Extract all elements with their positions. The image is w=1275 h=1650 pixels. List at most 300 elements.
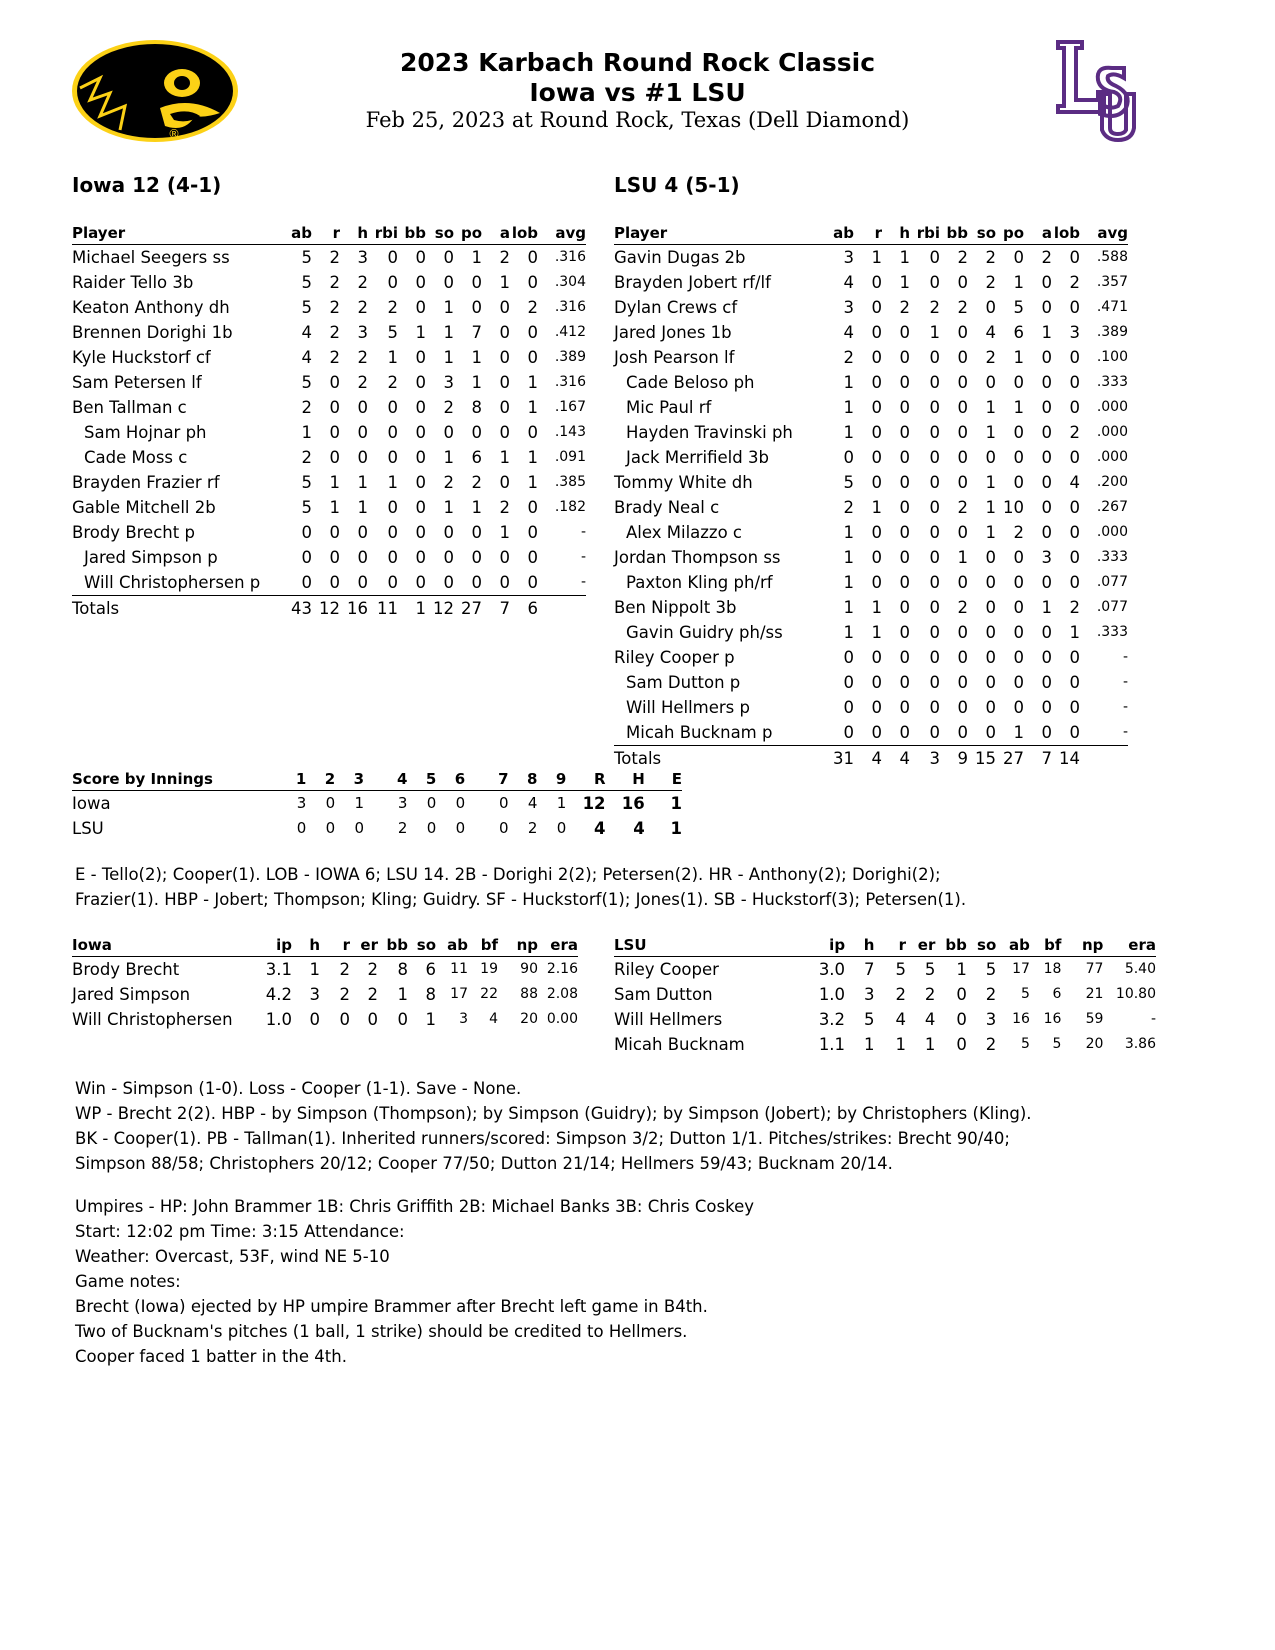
column-header: LSU xyxy=(614,934,803,957)
stat-cell: .389 xyxy=(1096,324,1128,340)
stat-cell: 1 xyxy=(985,398,996,417)
stat-cell: 20 xyxy=(1085,1036,1104,1052)
stat-cell: 19 xyxy=(480,961,498,977)
player-name: Jared Simpson p xyxy=(84,548,218,567)
batter-row xyxy=(72,470,586,495)
stat-cell: 2 xyxy=(357,348,368,367)
stat-cell: 0 xyxy=(1041,648,1052,667)
stat-cell: 0 xyxy=(398,570,426,596)
stat-cell: - xyxy=(1080,720,1128,746)
stat-cell: 5 xyxy=(387,323,398,342)
stat-cell: .100 xyxy=(1096,349,1128,365)
team-name: Iowa xyxy=(72,794,111,813)
stat-cell: 0 xyxy=(415,348,426,367)
stat-cell: 1 xyxy=(499,273,510,292)
stat-cell: 1 xyxy=(387,473,398,492)
player-name: Ben Nippolt 3b xyxy=(614,598,737,617)
stat-cell: 0.00 xyxy=(546,1011,578,1027)
totals-cell: 4 xyxy=(899,749,910,768)
stat-cell: 2 xyxy=(895,985,906,1004)
stat-cell: 0 xyxy=(329,523,340,542)
pitcher-name: Riley Cooper xyxy=(614,960,719,979)
stat-cell: 0 xyxy=(929,673,940,692)
player-name: Brayden Frazier rf xyxy=(72,473,220,492)
inning-header: 2 xyxy=(306,768,335,791)
stat-cell: 0 xyxy=(415,273,426,292)
stat-cell: 1 xyxy=(899,248,910,267)
batter-row xyxy=(614,345,1128,370)
stat-cell: 0 xyxy=(471,298,482,317)
stat-cell: 0 xyxy=(1013,573,1024,592)
stat-cell: 4 xyxy=(301,348,312,367)
stat-cell: 2 xyxy=(957,498,968,517)
stat-cell: 0 xyxy=(1041,448,1052,467)
stat-cell: 2 xyxy=(339,985,350,1004)
totals-cell: 3 xyxy=(929,749,940,768)
inning-header: 9 xyxy=(537,768,566,791)
stat-cell: 5 xyxy=(1052,1036,1062,1052)
stat-cell: 0 xyxy=(527,348,538,367)
stat-cell: 0 xyxy=(443,248,454,267)
stat-cell: 1 xyxy=(301,423,312,442)
inning-runs: 2 xyxy=(397,819,408,837)
stat-cell: 2 xyxy=(957,298,968,317)
inning-runs: 0 xyxy=(354,819,365,837)
stat-cell: 0 xyxy=(1069,398,1080,417)
stat-cell: 2 xyxy=(1069,423,1080,442)
stat-cell: - xyxy=(580,524,586,540)
stat-cell: 0 xyxy=(843,673,854,692)
inning-header: 1 xyxy=(284,768,307,791)
stat-cell: 2 xyxy=(985,348,996,367)
stat-cell: 0 xyxy=(527,248,538,267)
totals-cell xyxy=(538,596,586,622)
inning-header: E xyxy=(645,768,682,791)
stat-cell: 0 xyxy=(882,720,910,746)
stat-cell: 0 xyxy=(910,720,940,746)
column-header: ab xyxy=(282,222,312,245)
stat-cell: 0 xyxy=(415,548,426,567)
batter-row xyxy=(72,570,586,596)
column-header: h xyxy=(340,222,368,245)
stat-cell: 0 xyxy=(415,423,426,442)
stat-cell: 0 xyxy=(854,720,882,746)
stat-cell: 1 xyxy=(929,323,940,342)
stat-cell: .333 xyxy=(1096,374,1128,390)
stat-cell: 2 xyxy=(985,248,996,267)
stat-cell: 0 xyxy=(957,273,968,292)
stat-cell: 8 xyxy=(425,985,436,1004)
stat-cell: 10 xyxy=(1003,498,1024,517)
stat-cell: 2 xyxy=(329,323,340,342)
stat-cell: .200 xyxy=(1096,474,1128,490)
stat-cell: 1 xyxy=(527,473,538,492)
player-name: Gable Mitchell 2b xyxy=(72,498,216,517)
stat-cell: .077 xyxy=(1096,574,1128,590)
stat-cell: 2 xyxy=(387,373,398,392)
stat-cell: 0 xyxy=(1013,473,1024,492)
stat-cell: 0 xyxy=(499,348,510,367)
stat-cell: 5 xyxy=(985,960,997,979)
stat-cell: 0 xyxy=(929,523,940,542)
totals-cell: 11 xyxy=(377,599,398,618)
stat-cell: 1 xyxy=(471,373,482,392)
totals-cell: 14 xyxy=(1059,749,1080,768)
stat-cell: 0 xyxy=(357,398,368,417)
rhe-total: 4 xyxy=(594,819,606,838)
stat-cell: 0 xyxy=(929,273,940,292)
stat-cell: 3 xyxy=(357,323,368,342)
stat-cell: 0 xyxy=(443,423,454,442)
column-header: rbi xyxy=(368,222,398,245)
stat-cell: 4 xyxy=(301,323,312,342)
stat-cell: 3 xyxy=(843,248,854,267)
stat-cell: 0 xyxy=(957,673,968,692)
stat-cell: 1 xyxy=(985,423,996,442)
stat-cell: 0 xyxy=(968,720,996,746)
stat-cell: 1 xyxy=(996,720,1024,746)
player-name: Sam Petersen lf xyxy=(72,373,202,392)
stat-cell: 2 xyxy=(301,398,312,417)
stat-cell: 2 xyxy=(329,348,340,367)
stat-cell: 1 xyxy=(443,348,454,367)
stat-cell: 1 xyxy=(843,573,854,592)
stat-cell: 0 xyxy=(957,323,968,342)
player-name: Sam Hojnar ph xyxy=(84,423,207,442)
stat-cell: 4.2 xyxy=(265,985,292,1004)
player-name: Tommy White dh xyxy=(614,473,753,492)
stat-cell: 5 xyxy=(924,960,936,979)
stat-cell: 88 xyxy=(520,986,538,1002)
stat-cell: 0 xyxy=(1041,498,1052,517)
stat-cell: 0 xyxy=(899,473,910,492)
stat-cell: 0 xyxy=(871,298,882,317)
batter-row xyxy=(614,470,1128,495)
stat-cell: .471 xyxy=(1096,299,1128,315)
batter-row xyxy=(72,395,586,420)
player-name: Mic Paul rf xyxy=(626,398,712,417)
stat-cell: 3 xyxy=(1041,548,1052,567)
stat-cell: 0 xyxy=(387,523,398,542)
stat-cell: 2 xyxy=(957,598,968,617)
stat-cell: 1 xyxy=(957,548,968,567)
stat-cell: 0 xyxy=(415,248,426,267)
pitching-notes-line: BK - Cooper(1). PB - Tallman(1). Inherited runners/scored: Simpson 3/2; Dutton 1/1. Pitches/strikes: Brecht 90/40; xyxy=(75,1129,1010,1148)
inning-header: 4 xyxy=(364,768,407,791)
stat-cell: 18 xyxy=(1043,961,1062,977)
stat-cell: 3 xyxy=(309,985,320,1004)
stat-cell: 0 xyxy=(929,373,940,392)
stat-cell: 0 xyxy=(301,548,312,567)
stat-cell: 0 xyxy=(1052,720,1080,746)
stat-cell: 0 xyxy=(527,523,538,542)
stat-cell: 8 xyxy=(397,960,408,979)
stat-cell: 0 xyxy=(929,498,940,517)
stat-cell: 0 xyxy=(929,648,940,667)
stat-cell: .000 xyxy=(1096,449,1128,465)
stat-cell: 2 xyxy=(499,248,510,267)
stat-cell: 1 xyxy=(1013,273,1024,292)
stat-cell: 0 xyxy=(1069,373,1080,392)
stat-cell: 6 xyxy=(471,448,482,467)
stat-cell: 0 xyxy=(871,423,882,442)
rhe-total: 16 xyxy=(621,794,645,813)
stat-cell: 0 xyxy=(499,423,510,442)
totals-cell: 12 xyxy=(319,599,340,618)
batter-row xyxy=(614,395,1128,420)
stat-cell: 0 xyxy=(871,648,882,667)
stat-cell: 0 xyxy=(1069,673,1080,692)
stat-cell: 0 xyxy=(871,698,882,717)
stat-cell: 0 xyxy=(1041,373,1052,392)
svg-text:®: ® xyxy=(168,127,180,141)
stat-cell: .077 xyxy=(1096,599,1128,615)
stat-cell: - xyxy=(1122,674,1128,690)
stat-cell: 3 xyxy=(357,248,368,267)
totals-cell: 15 xyxy=(975,749,996,768)
stat-cell: 1 xyxy=(329,473,340,492)
stat-cell: 0 xyxy=(1013,673,1024,692)
stat-cell: 0 xyxy=(357,523,368,542)
column-header: bb xyxy=(378,934,408,957)
player-name: Alex Milazzo c xyxy=(626,523,742,542)
stat-cell: 0 xyxy=(899,373,910,392)
stat-cell: 1 xyxy=(843,623,854,642)
batter-row xyxy=(614,620,1128,645)
stat-cell: 0 xyxy=(1041,398,1052,417)
player-name: Brody Brecht p xyxy=(72,523,195,542)
column-header: h xyxy=(845,934,874,957)
column-header: po xyxy=(454,222,482,245)
player-name: Keaton Anthony dh xyxy=(72,298,230,317)
stat-cell: 1 xyxy=(443,298,454,317)
stat-cell: 0 xyxy=(329,423,340,442)
stat-cell: 0 xyxy=(443,548,454,567)
stat-cell: 0 xyxy=(1069,498,1080,517)
stat-cell: 0 xyxy=(1041,573,1052,592)
stat-cell: 0 xyxy=(499,473,510,492)
column-header: Player xyxy=(614,222,824,245)
batter-row xyxy=(614,695,1128,720)
batter-row xyxy=(614,370,1128,395)
stat-cell: 0 xyxy=(510,570,538,596)
stat-cell: 0 xyxy=(415,498,426,517)
stat-cell: 1 xyxy=(527,398,538,417)
player-name: Jared Jones 1b xyxy=(614,323,732,342)
stat-cell: 1 xyxy=(443,448,454,467)
linescore xyxy=(72,768,682,841)
stat-cell: 2 xyxy=(1069,273,1080,292)
stat-cell: 2 xyxy=(357,298,368,317)
stat-cell: 1 xyxy=(499,523,510,542)
stat-cell: 0 xyxy=(871,323,882,342)
pitcher-name: Sam Dutton xyxy=(614,985,713,1004)
column-header: po xyxy=(996,222,1024,245)
stat-cell: 1.0 xyxy=(818,985,846,1004)
stat-cell: 5 xyxy=(843,473,854,492)
pitcher-name: Will Hellmers xyxy=(614,1010,723,1029)
stat-cell: 20 xyxy=(520,1011,538,1027)
player-name: Riley Cooper p xyxy=(614,648,735,667)
batter-row xyxy=(72,270,586,295)
stat-cell: 0 xyxy=(1069,698,1080,717)
stat-cell: 0 xyxy=(357,423,368,442)
stat-cell: 0 xyxy=(301,523,312,542)
stat-cell: 5 xyxy=(301,498,312,517)
stat-cell: 0 xyxy=(282,570,312,596)
stat-cell: 2 xyxy=(443,398,454,417)
stat-cell: 1 xyxy=(863,1035,875,1054)
inning-runs: 0 xyxy=(498,794,509,812)
column-header: era xyxy=(1103,934,1156,957)
stat-cell: 0 xyxy=(899,698,910,717)
stat-cell: 0 xyxy=(527,273,538,292)
stat-cell: 1 xyxy=(843,548,854,567)
stat-cell: 0 xyxy=(929,423,940,442)
totals-cell: 4 xyxy=(871,749,882,768)
inning-runs: 3 xyxy=(397,794,408,812)
stat-cell: 0 xyxy=(499,323,510,342)
stat-cell: 0 xyxy=(929,248,940,267)
stat-cell: 0 xyxy=(1013,623,1024,642)
stat-cell: 0 xyxy=(367,1010,378,1029)
stat-cell: 2 xyxy=(843,498,854,517)
stat-cell: 6 xyxy=(1013,323,1024,342)
stat-cell: 0 xyxy=(957,648,968,667)
stat-cell: 4 xyxy=(895,1010,906,1029)
stat-cell: 2 xyxy=(471,473,482,492)
stat-cell: 0 xyxy=(1024,720,1052,746)
pitcher-row xyxy=(72,957,578,983)
stat-cell: 1 xyxy=(471,498,482,517)
batter-row xyxy=(72,370,586,395)
lsu-batting-box xyxy=(614,222,1128,771)
stat-cell: 17 xyxy=(1012,961,1030,977)
stat-cell: 1 xyxy=(843,598,854,617)
stat-cell: 0 xyxy=(397,1010,408,1029)
stat-cell: 0 xyxy=(387,423,398,442)
inning-runs: 0 xyxy=(296,819,307,837)
stat-cell: 1 xyxy=(843,398,854,417)
inning-runs: 0 xyxy=(325,819,336,837)
stat-cell: 0 xyxy=(929,348,940,367)
stat-cell: - xyxy=(1122,649,1128,665)
totals-cell: 9 xyxy=(957,749,968,768)
stat-cell: 0 xyxy=(871,473,882,492)
stat-cell: 0 xyxy=(899,573,910,592)
stat-cell: 1 xyxy=(985,523,996,542)
stat-cell: 7 xyxy=(471,323,482,342)
stat-cell: 2 xyxy=(367,960,378,979)
stat-cell: 0 xyxy=(527,548,538,567)
pitcher-name: Jared Simpson xyxy=(72,985,191,1004)
batter-row xyxy=(614,270,1128,295)
stat-cell: 11 xyxy=(450,961,468,977)
stat-cell: 0 xyxy=(329,373,340,392)
stat-cell: 4 xyxy=(1069,473,1080,492)
stat-cell: 0 xyxy=(454,570,482,596)
inning-header: 5 xyxy=(407,768,436,791)
inning-runs: 4 xyxy=(527,794,538,812)
stat-cell: 2 xyxy=(443,473,454,492)
column-header: so xyxy=(408,934,436,957)
inning-runs: 1 xyxy=(556,794,567,812)
column-header: avg xyxy=(1080,222,1128,245)
player-name: Cade Moss c xyxy=(84,448,188,467)
stat-cell: 2 xyxy=(339,960,350,979)
stat-cell: .357 xyxy=(1096,274,1128,290)
totals-cell: 31 xyxy=(833,749,854,768)
stat-cell: 0 xyxy=(871,398,882,417)
stat-cell: - xyxy=(1122,699,1128,715)
column-header: np xyxy=(1061,934,1103,957)
stat-cell: 7 xyxy=(863,960,875,979)
totals-cell xyxy=(1080,746,1128,772)
pitching-notes-line: Simpson 88/58; Christophers 20/12; Cooper 77/50; Dutton 21/14; Hellmers 59/43; Bucknam 20/14. xyxy=(75,1154,893,1173)
stat-cell: 1 xyxy=(499,448,510,467)
stat-cell: 0 xyxy=(1069,523,1080,542)
stat-cell: 1.1 xyxy=(818,1035,846,1054)
stat-cell: 0 xyxy=(1069,298,1080,317)
stat-cell: 1 xyxy=(1013,348,1024,367)
batting-notes-line: Frazier(1). HBP - Jobert; Thompson; Kling; Guidry. SF - Huckstorf(1); Jones(1). SB - Huckstorf(3); Petersen(1). xyxy=(75,890,967,909)
stat-cell: 0 xyxy=(1013,548,1024,567)
stat-cell: 0 xyxy=(471,548,482,567)
stat-cell: .304 xyxy=(554,274,586,290)
stat-cell: .333 xyxy=(1096,624,1128,640)
pitcher-name: Brody Brecht xyxy=(72,960,180,979)
stat-cell: 2 xyxy=(367,985,378,1004)
stat-cell: .316 xyxy=(554,299,586,315)
column-header: era xyxy=(538,934,578,957)
stat-cell: 2 xyxy=(985,1035,997,1054)
batter-row xyxy=(614,495,1128,520)
stat-cell: 0 xyxy=(339,1010,350,1029)
stat-cell: 0 xyxy=(499,298,510,317)
stat-cell: 0 xyxy=(415,373,426,392)
stat-cell: 0 xyxy=(1041,348,1052,367)
stat-cell: 0 xyxy=(1013,648,1024,667)
stat-cell: 0 xyxy=(1013,373,1024,392)
stat-cell: 1 xyxy=(443,323,454,342)
stat-cell: 0 xyxy=(899,648,910,667)
stat-cell: 0 xyxy=(957,623,968,642)
stat-cell: 2 xyxy=(329,298,340,317)
stat-cell: 0 xyxy=(957,573,968,592)
stat-cell: 2 xyxy=(899,298,910,317)
umpires: Umpires - HP: John Brammer 1B: Chris Griffith 2B: Michael Banks 3B: Chris Coskey xyxy=(75,1197,754,1216)
stat-cell: 0 xyxy=(357,548,368,567)
column-header: r xyxy=(854,222,882,245)
stat-cell: 0 xyxy=(312,570,340,596)
totals-cell: 16 xyxy=(347,599,368,618)
stat-cell: 0 xyxy=(929,598,940,617)
stat-cell: 0 xyxy=(985,573,996,592)
stat-cell: 0 xyxy=(309,1010,320,1029)
stat-cell: 0 xyxy=(329,548,340,567)
stat-cell: 0 xyxy=(443,273,454,292)
stat-cell: 0 xyxy=(871,523,882,542)
stat-cell: 16 xyxy=(1012,1011,1030,1027)
player-name: Raider Tello 3b xyxy=(72,273,194,292)
stat-cell: 0 xyxy=(985,373,996,392)
stat-cell: 0 xyxy=(871,548,882,567)
rhe-total: 1 xyxy=(670,794,682,813)
stat-cell: 21 xyxy=(1085,986,1104,1002)
stat-cell: 1 xyxy=(425,1010,436,1029)
totals-cell: 7 xyxy=(499,599,510,618)
game-notes-label: Game notes: xyxy=(75,1272,181,1291)
